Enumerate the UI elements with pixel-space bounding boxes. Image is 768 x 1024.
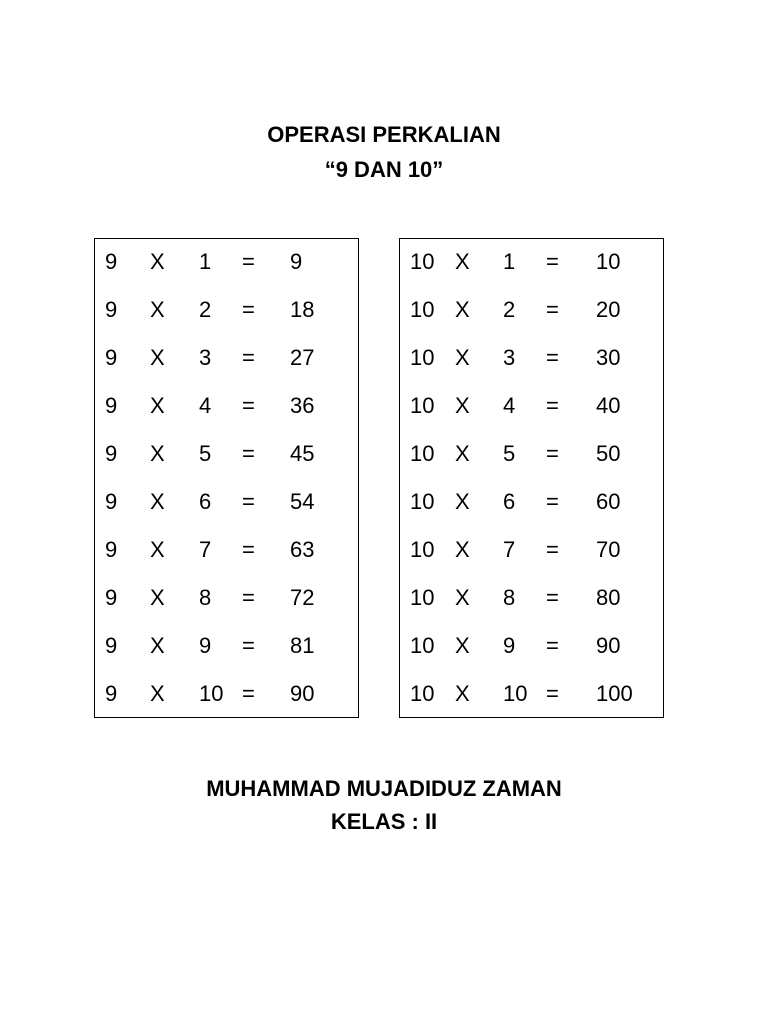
equals-sign: = [242,345,255,370]
operand-a: 9 [105,489,118,514]
result: 80 [596,585,621,610]
operator-times: X [455,393,470,418]
table-row [95,535,358,565]
table-row [400,295,663,325]
multiplication-table-10 [399,238,664,718]
operator-times: X [455,585,470,610]
operand-b: 7 [503,537,516,562]
result: 18 [290,297,315,322]
table-row [95,439,358,469]
operator-times: X [150,537,165,562]
result: 60 [596,489,621,514]
operator-times: X [150,633,165,658]
equals-sign: = [546,633,559,658]
operand-a: 9 [105,345,118,370]
operand-a: 10 [410,441,435,466]
equals-sign: = [242,489,255,514]
equals-sign: = [242,249,255,274]
result: 90 [290,681,315,706]
operator-times: X [150,585,165,610]
operand-b: 5 [199,441,212,466]
table-row [95,343,358,373]
operator-times: X [455,249,470,274]
operator-times: X [455,345,470,370]
table-row [95,247,358,277]
result: 81 [290,633,315,658]
equals-sign: = [242,681,255,706]
operator-times: X [150,441,165,466]
operator-times: X [150,681,165,706]
operand-a: 9 [105,681,118,706]
operand-b: 4 [503,393,516,418]
result: 63 [290,537,315,562]
table-row [400,343,663,373]
equals-sign: = [546,537,559,562]
operator-times: X [150,297,165,322]
operand-b: 6 [503,489,516,514]
operand-a: 9 [105,297,118,322]
table-row [400,679,663,709]
equals-sign: = [242,393,255,418]
operand-a: 10 [410,585,435,610]
operand-a: 9 [105,393,118,418]
operand-b: 6 [199,489,212,514]
operand-b: 9 [199,633,212,658]
equals-sign: = [546,345,559,370]
equals-sign: = [242,441,255,466]
result: 72 [290,585,315,610]
result: 90 [596,633,621,658]
operator-times: X [455,489,470,514]
operand-a: 9 [105,633,118,658]
table-row [95,487,358,517]
result: 40 [596,393,621,418]
operand-b: 5 [503,441,516,466]
page-subtitle: “9 DAN 10” [324,157,444,182]
table-row [95,679,358,709]
operand-b: 10 [199,681,224,706]
operand-b: 7 [199,537,212,562]
operand-a: 10 [410,297,435,322]
equals-sign: = [546,393,559,418]
equals-sign: = [546,585,559,610]
operator-times: X [150,393,165,418]
table-row [400,391,663,421]
result: 27 [290,345,315,370]
operand-b: 8 [503,585,516,610]
operand-a: 10 [410,393,435,418]
student-class: KELAS : II [330,809,438,834]
equals-sign: = [546,297,559,322]
operand-b: 3 [199,345,212,370]
operator-times: X [455,633,470,658]
operand-b: 2 [503,297,516,322]
result: 20 [596,297,621,322]
table-row [400,535,663,565]
operator-times: X [455,681,470,706]
equals-sign: = [242,585,255,610]
operand-b: 10 [503,681,528,706]
operand-a: 10 [410,681,435,706]
result: 10 [596,249,621,274]
table-row [400,583,663,613]
operand-b: 4 [199,393,212,418]
equals-sign: = [546,249,559,274]
result: 50 [596,441,621,466]
table-row [400,487,663,517]
equals-sign: = [546,489,559,514]
table-row [95,583,358,613]
operand-a: 10 [410,249,435,274]
result: 45 [290,441,315,466]
operator-times: X [455,441,470,466]
operator-times: X [150,489,165,514]
result: 36 [290,393,315,418]
equals-sign: = [546,441,559,466]
student-name: MUHAMMAD MUJADIDUZ ZAMAN [206,776,562,801]
result: 100 [596,681,633,706]
result: 70 [596,537,621,562]
operand-a: 9 [105,249,118,274]
equals-sign: = [242,537,255,562]
operand-b: 3 [503,345,516,370]
table-row [400,439,663,469]
result: 30 [596,345,621,370]
operand-a: 10 [410,345,435,370]
equals-sign: = [242,633,255,658]
table-row [95,631,358,661]
operand-a: 10 [410,537,435,562]
operand-a: 9 [105,585,118,610]
multiplication-table-9 [94,238,359,718]
operator-times: X [455,537,470,562]
operand-b: 1 [503,249,516,274]
operand-a: 9 [105,441,118,466]
operand-b: 2 [199,297,212,322]
operator-times: X [150,345,165,370]
operator-times: X [455,297,470,322]
table-row [95,295,358,325]
table-row [95,391,358,421]
operator-times: X [150,249,165,274]
operand-b: 9 [503,633,516,658]
operand-a: 10 [410,633,435,658]
operand-a: 10 [410,489,435,514]
table-row [400,631,663,661]
operand-b: 8 [199,585,212,610]
equals-sign: = [242,297,255,322]
table-row [400,247,663,277]
page-title: OPERASI PERKALIAN [267,122,501,147]
result: 54 [290,489,315,514]
result: 9 [290,249,303,274]
operand-a: 9 [105,537,118,562]
equals-sign: = [546,681,559,706]
operand-b: 1 [199,249,212,274]
